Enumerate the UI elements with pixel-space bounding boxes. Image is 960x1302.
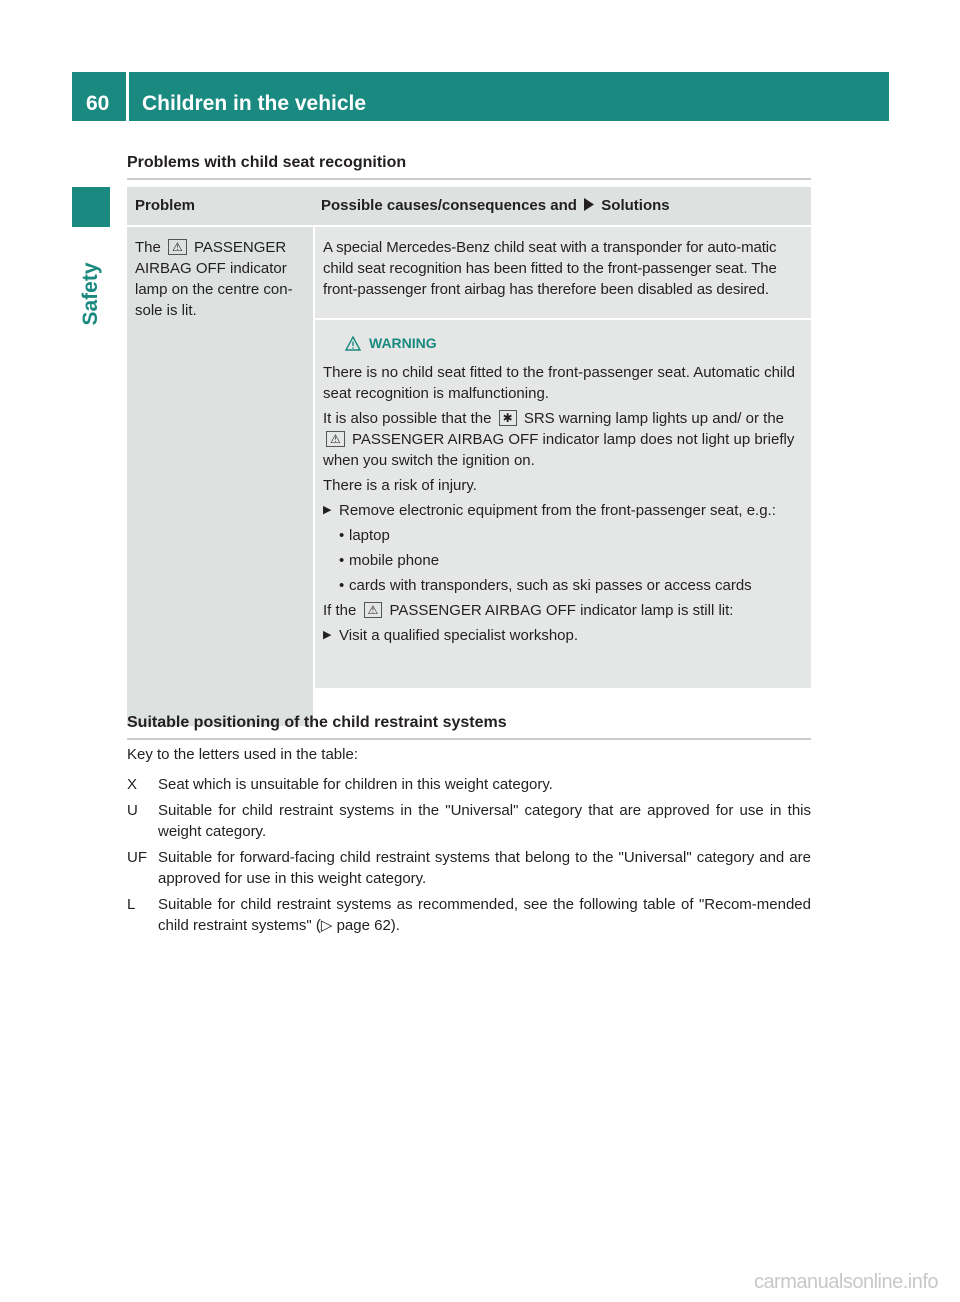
warning-title [323, 333, 803, 354]
key-description: Suitable for forward-facing child restraint systems that belong to the "Universal" category and are approved for use in this weight category. [158, 849, 811, 887]
passenger-airbag-off-icon: ⚠ [364, 602, 383, 618]
warning-p2-d: PASSENGER AIRBAG OFF indicator lamp does not light up briefly when you switch the ignition on. [323, 431, 795, 469]
warning-triangle-icon [345, 336, 361, 351]
bullet-text: mobile phone [349, 552, 440, 569]
list-item [127, 800, 811, 842]
bullet-text: cards with transponders, such as ski passes or access cards [349, 577, 752, 594]
bullet-text: laptop [349, 527, 390, 544]
action-step-text: Remove electronic equipment from the front-passenger seat, e.g.: [339, 502, 776, 519]
warning-p2-c: or the [745, 410, 784, 427]
section-heading-problems: Problems with child seat recognition [127, 154, 811, 180]
cause-text: A special Mercedes-Benz child seat with a transponder for auto-matic child seat recognition has been fitted to the front-passenger seat. The front-passenger front airbag has therefore been disabled as desired. [315, 227, 811, 318]
key-intro: Key to the letters used in the table: [127, 746, 358, 763]
key-letter: UF [127, 849, 147, 866]
srs-warning-icon: ✱ [499, 410, 517, 426]
warning-p4-b: PASSENGER AIRBAG OFF indicator lamp is still lit: [389, 602, 734, 619]
section-marker [72, 187, 110, 227]
action-arrow-icon: ▶ [323, 504, 332, 516]
key-description: Suitable for child restraint systems in the "Universal" category that are approved for use in this weight category. [158, 802, 811, 840]
passenger-airbag-off-icon: ⚠ [326, 431, 345, 447]
list-item [127, 894, 811, 936]
action-step [323, 625, 803, 646]
problem-prefix: The [135, 239, 161, 256]
warning-p4-a: If the [323, 602, 357, 619]
list-item [127, 847, 811, 889]
page-header [72, 72, 889, 121]
list-item [323, 525, 803, 546]
key-list [127, 774, 811, 941]
key-letter: U [127, 802, 138, 819]
table-header-row [127, 187, 811, 225]
warning-p2-b: SRS warning lamp lights up and/ [523, 410, 742, 427]
warning-paragraph-4 [323, 600, 803, 621]
passenger-airbag-off-icon: ⚠ [168, 239, 187, 255]
header-divider [126, 72, 129, 121]
page-number: 60 [86, 92, 110, 115]
list-item [323, 550, 803, 571]
warning-paragraph-1: There is no child seat fitted to the front-passenger seat. Automatic child seat recognition is malfunctioning. [323, 364, 795, 402]
column-header-problem: Problem [135, 197, 196, 214]
solutions-cell [315, 227, 811, 726]
column-header-solutions [313, 187, 811, 225]
column-header-solutions-suffix: Solutions [601, 197, 670, 214]
list-item [323, 575, 803, 596]
play-arrow-icon [583, 198, 595, 211]
bullet-icon: • [339, 527, 345, 544]
bullet-icon: • [339, 577, 345, 594]
key-description: Suitable for child restraint systems as recommended, see the following table of "Recom-mended child restraint systems" (▷ page 62). [158, 896, 811, 934]
key-description: Seat which is unsuitable for children in this weight category. [158, 776, 553, 793]
warning-label: WARNING [369, 335, 437, 351]
warning-p2-a: It is also possible that the [323, 410, 492, 427]
chapter-title: Children in the vehicle [142, 92, 367, 115]
warning-paragraph-3: There is a risk of injury. [323, 477, 477, 494]
bullet-icon: • [339, 552, 345, 569]
problem-text: PASSENGER AIRBAG OFF indicator lamp on the centre con-sole is lit. [135, 239, 293, 319]
problems-table [127, 187, 811, 726]
key-letter: X [127, 776, 138, 793]
warning-box [315, 320, 811, 688]
column-header-solutions-prefix: Possible causes/consequences and [321, 197, 577, 214]
problem-cell [127, 227, 313, 726]
key-letter: L [127, 896, 136, 913]
warning-paragraph-2 [323, 408, 803, 471]
list-item [127, 774, 811, 795]
watermark: carmanualsonline.info [753, 1271, 938, 1293]
action-arrow-icon: ▶ [323, 629, 332, 641]
section-heading-positioning: Suitable positioning of the child restraint systems [127, 714, 811, 740]
section-label: Safety [79, 262, 102, 326]
action-step-text: Visit a qualified specialist workshop. [339, 627, 579, 644]
action-step [323, 500, 803, 521]
table-row [127, 227, 811, 726]
